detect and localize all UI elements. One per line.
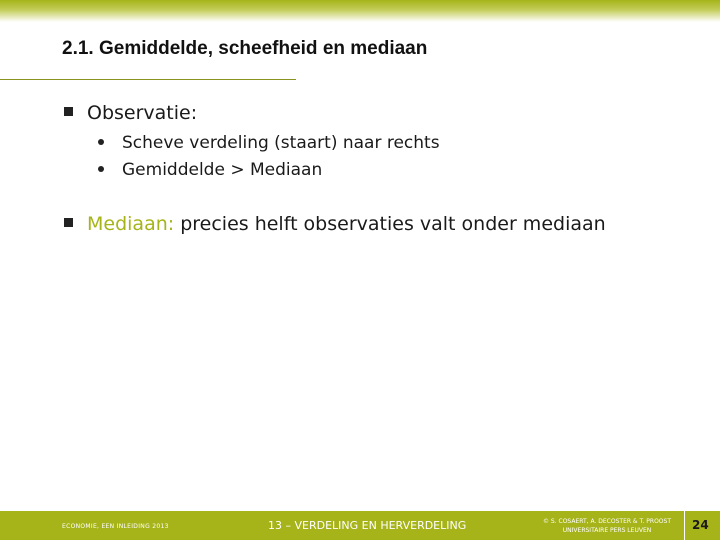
footer-separator bbox=[684, 511, 685, 540]
top-gradient-band bbox=[0, 0, 720, 22]
round-bullet-icon bbox=[98, 166, 104, 172]
footer-copyright bbox=[532, 517, 682, 535]
square-bullet-icon bbox=[64, 218, 73, 227]
bullet-observatie bbox=[64, 101, 197, 125]
bullet-mediaan bbox=[64, 212, 606, 236]
sub-bullet-text: Gemiddelde > Mediaan bbox=[122, 160, 323, 180]
slide-title: 2.1. Gemiddelde, scheefheid en mediaan bbox=[62, 38, 428, 59]
title-underline bbox=[0, 79, 296, 80]
sub-bullet-text: Scheve verdeling (staart) naar rechts bbox=[122, 133, 440, 153]
footer-authors: © S. COSAERT, A. DECOSTER & T. PROOST bbox=[542, 518, 671, 525]
sub-bullet-1 bbox=[98, 132, 440, 154]
round-bullet-icon bbox=[98, 139, 104, 145]
sub-bullet-2 bbox=[98, 159, 322, 181]
page-number: 24 bbox=[692, 518, 709, 532]
footer-course: ECONOMIE, EEN INLEIDING 2013 bbox=[62, 523, 169, 530]
square-bullet-icon bbox=[64, 107, 73, 116]
bullet-text: Observatie: bbox=[87, 102, 198, 124]
footer-publisher: UNIVERSITAIRE PERS LEUVEN bbox=[562, 527, 652, 534]
footer-chapter: 13 – VERDELING EN HERVERDELING bbox=[268, 519, 467, 532]
bullet-text: precies helft observaties valt onder mediaan bbox=[180, 213, 606, 235]
footer-bar bbox=[0, 511, 720, 540]
bullet-accent-term: Mediaan: bbox=[87, 213, 175, 235]
